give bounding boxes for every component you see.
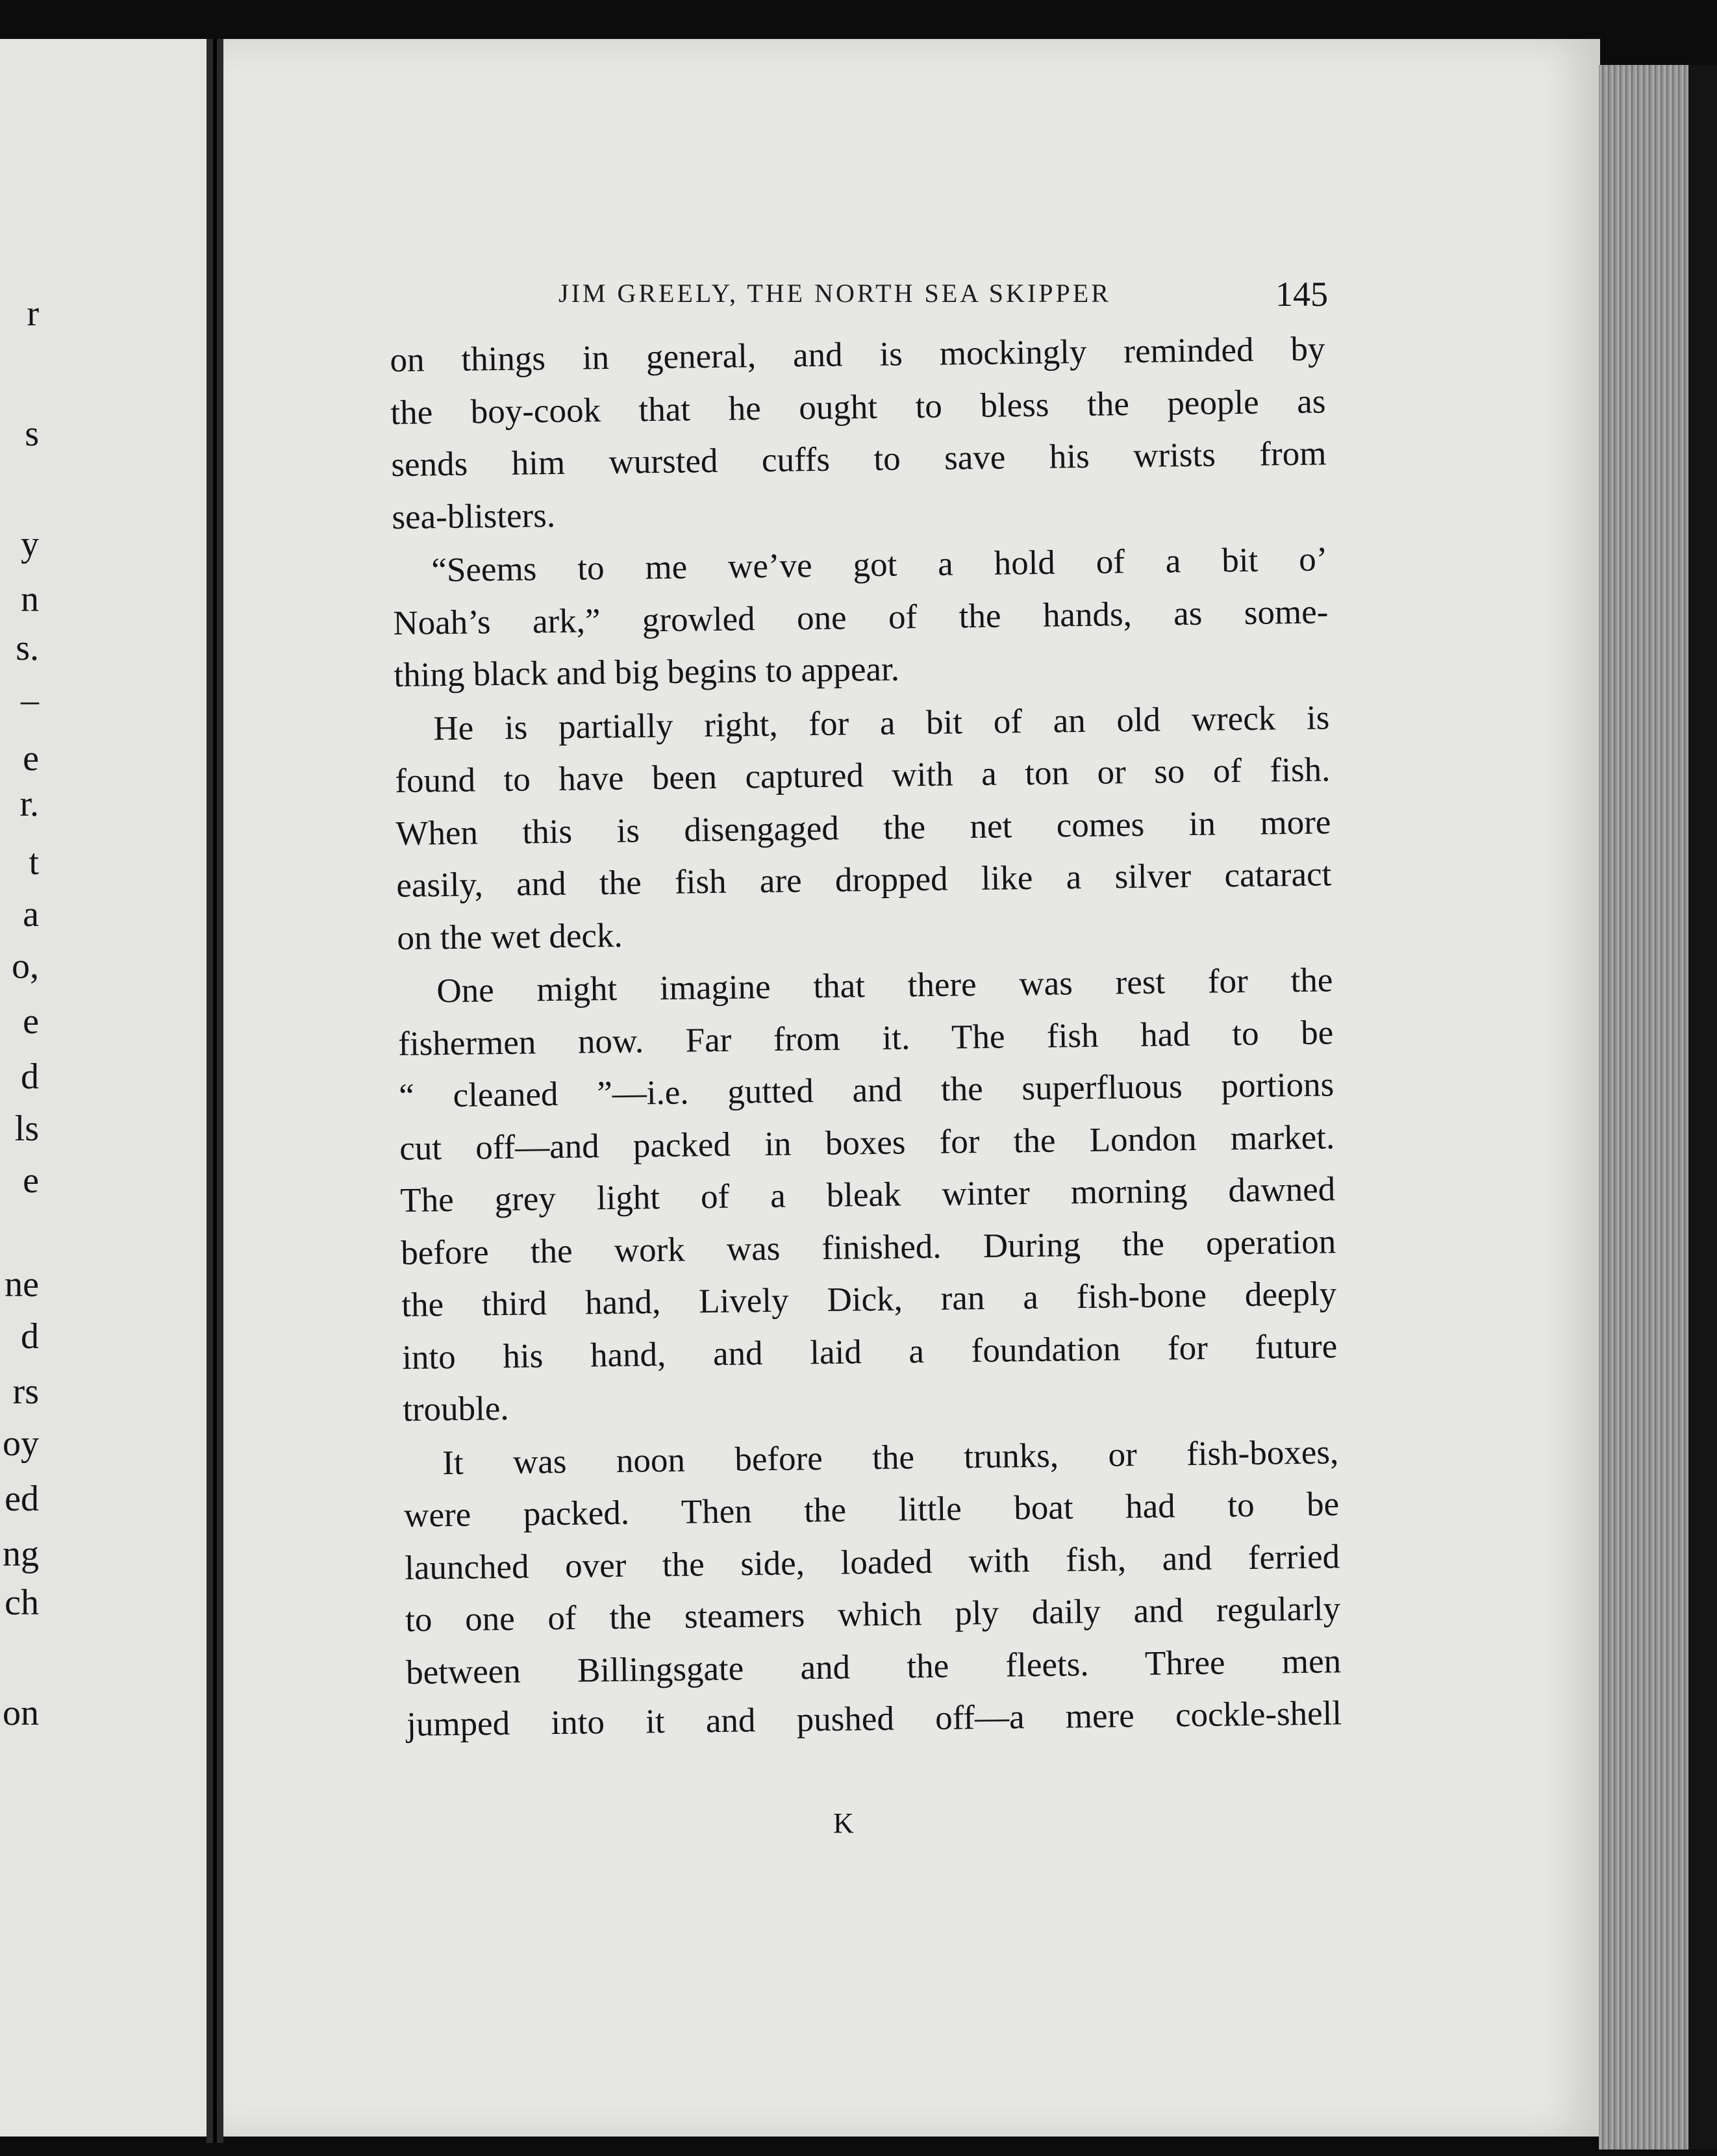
margin-fragment: ls xyxy=(14,1109,39,1149)
margin-fragment: d xyxy=(21,1057,39,1097)
paragraph xyxy=(392,533,1329,701)
margin-fragment: ch xyxy=(5,1583,39,1623)
margin-fragment: n xyxy=(21,579,39,620)
paragraph xyxy=(394,692,1333,964)
margin-fragment: y xyxy=(21,524,39,564)
text-line: into his hand, and laid a foundation for future xyxy=(401,1327,1338,1377)
signature-mark: K xyxy=(833,1807,854,1839)
left-page-edge xyxy=(0,39,214,2137)
text-line: easily, and the fish are dropped like a silver cataract xyxy=(396,855,1332,905)
text-line: It was noon before the trunks, or fish-boxes, xyxy=(442,1433,1339,1482)
margin-fragment: s xyxy=(25,414,39,454)
text-line: sea-blisters. xyxy=(392,496,556,536)
page-fore-edge xyxy=(1599,65,1696,2150)
margin-fragment: s. xyxy=(16,628,39,668)
text-line: He is partially right, for a bit of an old wreck is xyxy=(433,698,1330,747)
margin-fragment: e xyxy=(23,1160,39,1201)
text-line: to one of the steamers which ply daily and regularly xyxy=(405,1590,1341,1639)
margin-fragment: r xyxy=(27,294,39,334)
text-line: “ cleaned ”—i.e. gutted and the superfluous portions xyxy=(398,1066,1335,1115)
margin-fragment: e xyxy=(23,1001,39,1042)
text-line: before the work was finished. During the operation xyxy=(400,1222,1336,1272)
margin-fragment: on xyxy=(3,1693,39,1733)
text-line: When this is disengaged the net comes in more xyxy=(395,803,1331,853)
margin-fragment: – xyxy=(21,680,39,720)
text-line: launched over the side, loaded with fish, and ferried xyxy=(404,1537,1340,1587)
text-line: found to have been captured with a ton or so of fish. xyxy=(395,751,1331,800)
text-line: trouble. xyxy=(402,1389,509,1429)
text-line: Noah’s ark,” growled one of the hands, as some- xyxy=(393,592,1329,642)
text-line: thing black and big begins to appear. xyxy=(394,650,900,694)
text-line: were packed. Then the little boat had to be xyxy=(403,1485,1340,1535)
text-line: the boy-cook that he ought to bless the people as xyxy=(390,382,1326,432)
text-line: between Billingsgate and the fleets. Three men xyxy=(405,1642,1342,1692)
paragraph xyxy=(397,954,1338,1436)
margin-fragment: ed xyxy=(5,1479,39,1519)
text-line: on the wet deck. xyxy=(397,916,623,957)
fore-edge-shadow xyxy=(1688,65,1717,2150)
text-line: jumped into it and pushed off—a mere cockle-shell xyxy=(406,1694,1342,1744)
margin-fragment: o, xyxy=(12,946,39,986)
page-header xyxy=(558,275,1328,323)
body-text xyxy=(390,323,1343,1827)
margin-fragment: t xyxy=(29,842,39,883)
text-line: the third hand, Lively Dick, ran a fish-bone deeply xyxy=(401,1275,1337,1324)
gutter-shadow xyxy=(213,39,217,2143)
text-line: “Seems to me we’ve got a hold of a bit o’ xyxy=(431,540,1328,590)
margin-fragment: a xyxy=(23,894,39,934)
text-line: fishermen now. Far from it. The fish had to be xyxy=(397,1013,1334,1063)
margin-fragment: d xyxy=(21,1316,39,1357)
page-number: 145 xyxy=(1275,275,1328,314)
margin-fragment: r. xyxy=(19,784,39,824)
text-line: cut off—and packed in boxes for the London market. xyxy=(399,1118,1335,1168)
running-head: JIM GREELY, THE NORTH SEA SKIPPER xyxy=(558,279,1111,308)
margin-fragment: ng xyxy=(3,1534,39,1574)
text-line: sends him wursted cuffs to save his wrists from xyxy=(391,434,1327,484)
margin-fragment: oy xyxy=(3,1423,39,1464)
margin-fragment: e xyxy=(23,738,39,779)
left-page-margin-fragments xyxy=(0,39,214,2137)
paragraph xyxy=(403,1426,1342,1751)
margin-fragment: rs xyxy=(12,1372,39,1412)
text-line: One might imagine that there was rest for the xyxy=(436,961,1333,1010)
margin-fragment: ne xyxy=(5,1264,39,1305)
text-line: The grey light of a bleak winter morning dawned xyxy=(399,1170,1336,1220)
text-line: on things in general, and is mockingly reminded by xyxy=(390,330,1325,379)
paragraph xyxy=(390,323,1327,544)
